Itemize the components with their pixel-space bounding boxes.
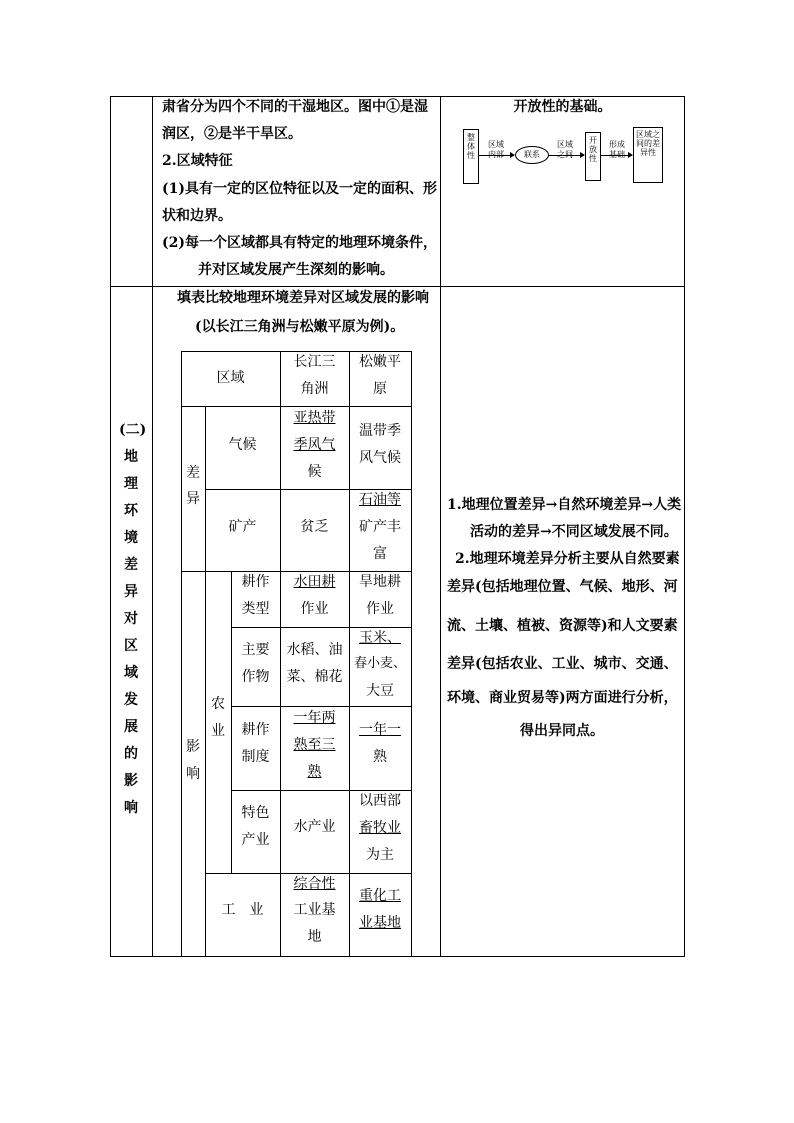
- top-line-4: (1)具有一定的区位特征以及一定的面积、形: [162, 181, 437, 197]
- cell-head-region: 区域: [216, 370, 245, 386]
- cell-special-b-1: 以西部: [359, 793, 401, 809]
- inner-v-205b: [205, 571, 206, 957]
- cell-farmtype-b-2: 作业: [366, 601, 394, 617]
- cell-mineral-b-3: 富: [373, 546, 387, 562]
- top-line-3: 2.区域特征: [162, 153, 233, 169]
- cell-crops-b-2: 春小麦、: [353, 656, 406, 671]
- inner-h-351: [181, 351, 412, 352]
- right-line-2: 活动的差异→不同区域发展不同。: [470, 524, 678, 540]
- cell-system-b-1: 一年一: [359, 722, 401, 738]
- cell-system-a-3: 熟: [307, 764, 322, 780]
- cell-impact-label-1: 影: [186, 739, 200, 755]
- cell-crops-b-3: 大豆: [366, 683, 394, 699]
- cell-agri-label-1: 农: [211, 696, 225, 712]
- outer-left: [110, 96, 111, 957]
- cell-diff-label-2: 异: [186, 491, 200, 507]
- inner-h-706: [231, 706, 412, 707]
- cell-farmtype-1: 耕作: [241, 574, 270, 590]
- cell-system-a-1: 一年两: [293, 710, 336, 726]
- inner-h-627: [231, 627, 412, 628]
- right-line-7: 环境、商业贸易等)两方面进行分析，: [447, 690, 678, 706]
- top-line-1: 肃省分为四个不同的干湿地区。图中①是湿: [162, 99, 428, 115]
- cell-farmtype-b-1: 旱地耕: [359, 574, 401, 590]
- cell-agri-label-2: 业: [211, 723, 225, 739]
- top-line-6: (2)每一个区域都具有特定的地理环境条件，: [162, 235, 437, 251]
- cell-mineral-b-2: 矿产丰: [359, 519, 401, 535]
- cell-climate-a-2: 季风气: [293, 437, 336, 453]
- cell-industry-a-2: 工业基: [293, 902, 336, 918]
- inner-h-406: [181, 406, 412, 407]
- inner-v-349: [349, 351, 350, 957]
- cell-farmtype-2: 类型: [241, 601, 270, 617]
- cell-special-2: 产业: [241, 832, 270, 848]
- right-line-6: 差异(包括农业、工业、城市、交通、: [447, 656, 678, 672]
- inner-h-873: [205, 873, 412, 874]
- diagram-box-openness: 开放性: [585, 132, 601, 181]
- cell-system-1: 耕作: [241, 722, 270, 738]
- cell-crops-a-2: 菜、棉花: [286, 669, 343, 685]
- section-intro-2: (以长江三角洲与松嫩平原为例)。: [195, 319, 405, 335]
- cell-farmtype-a-2: 作业: [300, 601, 329, 617]
- top-line-7: 并对区域发展产生深刻的影响。: [198, 262, 394, 278]
- right-line-3: 2.地理环境差异分析主要从自然要素: [455, 551, 680, 567]
- cell-mineral: 矿产: [228, 519, 257, 535]
- col-divider-2: [440, 96, 441, 957]
- cell-industry-a-1: 综合性: [293, 876, 336, 892]
- inner-h-489: [205, 489, 412, 490]
- cell-mineral-a: 贫乏: [300, 519, 329, 535]
- cell-special-1: 特色: [241, 805, 270, 821]
- cell-system-a-2: 熟至三: [293, 737, 336, 753]
- cell-special-a: 水产业: [293, 819, 336, 835]
- top-line-2: 润区，②是半干旱区。: [162, 126, 302, 142]
- diagram-box-difference: 区域之间的差异性: [633, 127, 663, 183]
- cell-head-b-2: 原: [373, 381, 387, 397]
- cell-crops-2: 作物: [241, 669, 270, 685]
- cell-industry-b-1: 重化工: [359, 888, 401, 904]
- inner-v-411: [411, 351, 412, 957]
- inner-v-181: [181, 351, 182, 957]
- diagram-box-wholeness: 整体性: [463, 129, 479, 184]
- cell-industry: 工 业: [221, 902, 264, 918]
- diagram-label-inner: 区域: [488, 140, 504, 149]
- section-side-label: (二) 地 理 环 境 差 异 对 区 域 发 展 的 影 响: [119, 422, 147, 816]
- outer-bottom: [110, 956, 685, 957]
- cell-system-2: 制度: [241, 749, 270, 765]
- cell-crops-1: 主要: [241, 642, 270, 658]
- right-line-1: 1.地理位置差异→自然环境差异→人类: [447, 497, 682, 513]
- diagram-label-between: 区域: [557, 140, 573, 149]
- cell-head-a-1: 长江三: [293, 354, 336, 370]
- right-line-5: 流、土壤、植被、资源等)和人文要素: [447, 618, 678, 634]
- cell-head-a-2: 角洲: [300, 381, 329, 397]
- inner-h-571: [181, 571, 412, 572]
- cell-crops-b-1: 玉米、: [359, 630, 401, 646]
- cell-crops-a-1: 水稻、油: [286, 642, 343, 658]
- top-right-text: 开放性的基础。: [513, 99, 612, 115]
- right-line-8: 得出异同点。: [520, 723, 604, 739]
- cell-special-b-2: 畜牧业: [359, 820, 401, 836]
- diagram-arrow-2: [548, 155, 584, 156]
- col-divider-1: [152, 96, 153, 957]
- cell-special-b-3: 为主: [366, 847, 394, 863]
- cell-climate-b-2: 风气候: [359, 450, 401, 466]
- top-line-5: 状和边界。: [162, 208, 232, 224]
- cell-mineral-b-1: 石油等: [359, 492, 401, 508]
- cell-diff-label-1: 差: [186, 465, 200, 481]
- section-intro-1: 填表比较地理环境差异对区域发展的影响: [177, 290, 429, 306]
- diagram-arrow-1: [478, 155, 514, 156]
- diagram-ellipse-link: 联系: [515, 146, 549, 164]
- diagram-arrow-3: [600, 155, 632, 156]
- cell-head-b-1: 松嫩平: [359, 354, 401, 370]
- outer-mid: [110, 286, 685, 287]
- cell-climate-a-1: 亚热带: [293, 410, 336, 426]
- cell-impact-label-2: 响: [186, 766, 200, 782]
- outer-right: [684, 96, 685, 957]
- cell-climate-a-3: 候: [307, 464, 322, 480]
- right-line-4: 差异(包括地理位置、气候、地形、河: [447, 579, 678, 595]
- cell-climate-b-1: 温带季: [359, 423, 401, 439]
- cell-industry-b-2: 业基地: [359, 915, 401, 931]
- cell-industry-a-3: 地: [307, 929, 322, 945]
- cell-climate: 气候: [228, 437, 257, 453]
- outer-top: [110, 96, 685, 97]
- cell-system-b-2: 熟: [373, 749, 387, 765]
- cell-farmtype-a-1: 水田耕: [293, 574, 336, 590]
- inner-h-790: [231, 790, 412, 791]
- diagram-label-basis: 形成: [609, 140, 625, 149]
- inner-v-231: [231, 571, 232, 873]
